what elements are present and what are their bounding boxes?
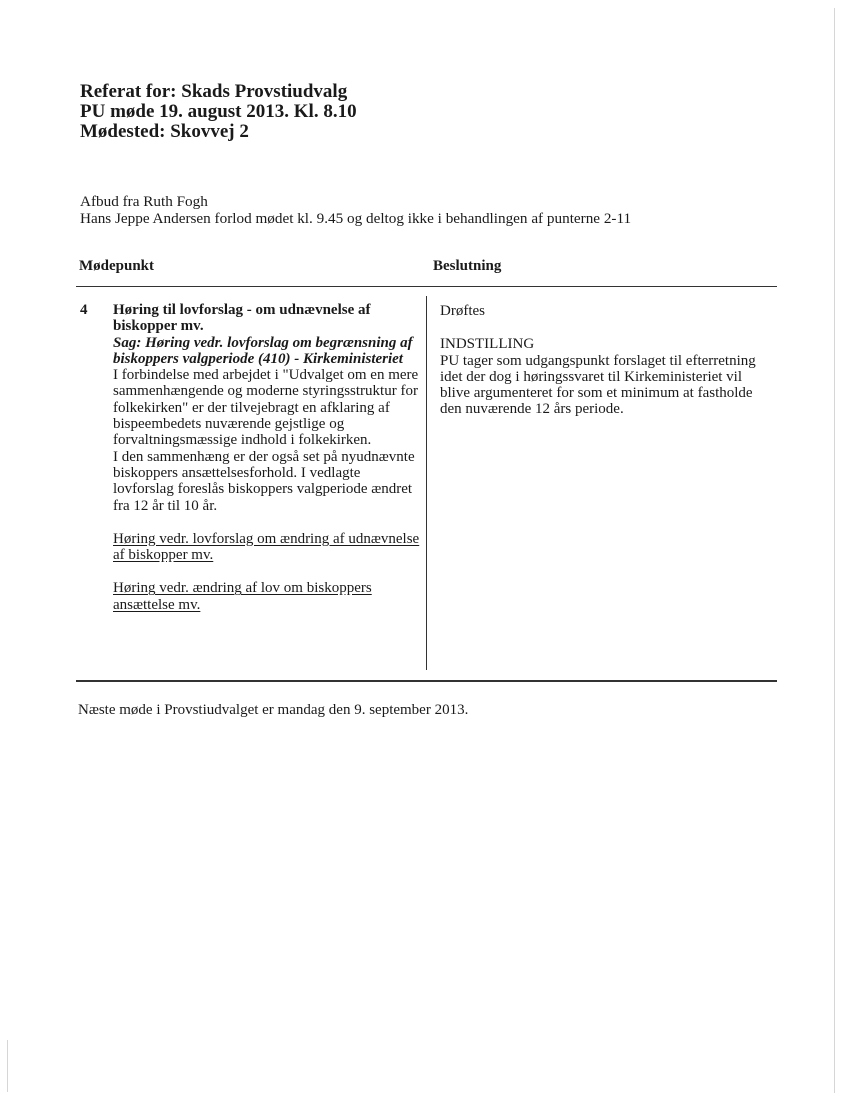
header-meeting-date: PU møde 19. august 2013. Kl. 8.10	[80, 101, 357, 122]
scan-edge-line	[834, 8, 835, 1093]
recommendation-text: PU tager som udgangspunkt forslaget til efterretning idet der dog i høringssvaret til Kirkeministeriet vil blive argumenteret for som et minimum at fastholde den nuværende 12 års periode.	[440, 352, 756, 418]
attachment-link[interactable]: Høring vedr. ændring af lov om biskoppers ansættelse mv.	[113, 580, 372, 613]
scan-edge-line	[7, 1040, 8, 1092]
departure-line: Hans Jeppe Andersen forlod mødet kl. 9.45 og deltog ikke i behandlingen af punterne 2-11	[80, 210, 632, 227]
header-title: Referat for: Skads Provstiudvalg	[80, 81, 348, 102]
table-bottom-rule	[76, 680, 777, 682]
recommendation-heading: INDSTILLING	[440, 336, 535, 353]
attachment-link[interactable]: Høring vedr. lovforslag om ændring af udnævnelse af biskopper mv.	[113, 530, 420, 564]
document-header	[80, 82, 357, 142]
agenda-item-case: Sag: Høring vedr. lovforslag om begrænsning af biskoppers valgperiode (410) - Kirkeministeriet	[113, 334, 413, 367]
column-header-agenda: Mødepunkt	[79, 258, 155, 274]
table-top-rule	[76, 286, 777, 287]
decision-cell	[440, 303, 770, 418]
agenda-item-number: 4	[80, 302, 88, 318]
column-divider	[426, 296, 427, 670]
agenda-item-body	[113, 302, 423, 613]
absence-line: Afbud fra Ruth Fogh	[80, 193, 208, 210]
column-header-decision: Beslutning	[433, 258, 502, 274]
agenda-item-paragraph: I forbindelse med arbejdet i "Udvalget om en mere sammenhængende og moderne styringsstruktur for folkekirken" er der tilvejebragt en afklaring af bispeembedets nuværende gejstlige og forvaltningsmæssige indhold i folkekirken.	[113, 367, 419, 449]
agenda-item-title: Høring til lovforslag - om udnævnelse af biskopper mv.	[113, 302, 371, 335]
next-meeting-note: Næste møde i Provstiudvalget er mandag den 9. september 2013.	[78, 702, 469, 718]
absence-notes	[80, 193, 631, 227]
decision-status: Drøftes	[440, 303, 485, 319]
header-location: Mødested: Skovvej 2	[80, 121, 249, 142]
agenda-item-paragraph: I den sammenhæng er der også set på nyudnævnte biskoppers ansættelsesforhold. I vedlagte lovforslag foreslås biskoppers valgperiode ændret fra 12 år til 10 år.	[113, 448, 415, 514]
